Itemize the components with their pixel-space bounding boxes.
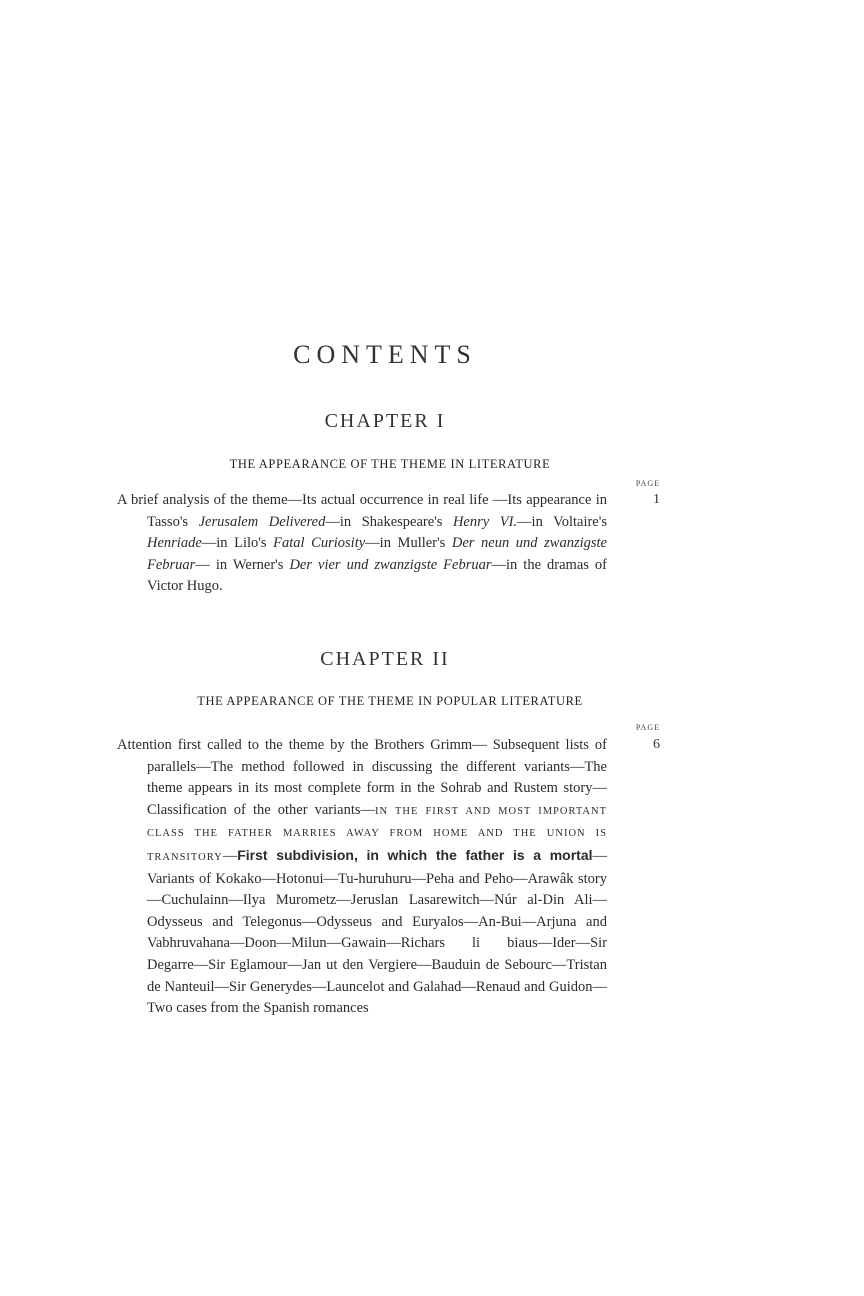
entry-text: Attention first called to the theme by the Brothers Grimm— Subsequent lists of parallels—The method followed in discussing the different variants—The theme appears in its most complete form in the Sohrab and Rustem story—Classification of the other variants— <box>117 737 607 818</box>
chapter-2-subtitle: THE APPEARANCE OF THE THEME IN POPULAR LITERATURE <box>197 694 583 708</box>
chapter-1-subtitle: THE APPEARANCE OF THE THEME IN LITERATURE <box>229 457 551 471</box>
entry-text: —in Shakespeare's <box>325 513 453 530</box>
chapter-1-page-number: 1 <box>653 492 660 507</box>
page-title: CONTENTS <box>293 340 477 369</box>
entry-text: —in the dramas of Victor Hugo. <box>147 556 607 595</box>
entry-text: — in Werner's <box>195 556 290 573</box>
entry-text: — <box>222 847 238 864</box>
work-title: Henriade <box>147 535 202 552</box>
entry-text: —in Voltaire's <box>517 513 607 530</box>
chapter-2-page-label: PAGE <box>635 723 660 732</box>
chapter-2-heading: CHAPTER II <box>320 648 450 670</box>
chapter-1-page-label: PAGE <box>635 479 660 488</box>
work-title: Der neun und zwanzigste Februar <box>147 535 607 573</box>
chapter-2-entry <box>117 735 607 1020</box>
entry-text: —Variants of Kokako—Hotonui—Tu-huruhuru—Peha and Peho—Arawâk story—Cuchulainn—Ilya Murometz—Jeruslan Lasarewitch—Núr al-Din Ali—Odysseus and Telegonus—Odysseus and Euryalos—An-Bui—Arjuna and Vabhruvahana—Doon—Milun—Gawain—Richars li biaus—Ider—Sir Degarre—Sir Eglamour—Jan ut den Vergiere—Bauduin de Sebourc—Tristan de Nanteuil—Sir Generydes—Launcelot and Galahad—Renaud and Guidon—Two cases from the Spanish romances <box>147 847 607 1017</box>
entry-text: A brief analysis of the theme—Its actual occurrence in real life —Its appearance in Tasso's <box>117 492 607 530</box>
work-title: Fatal Curiosity <box>273 535 366 552</box>
work-title: Henry VI. <box>452 513 518 530</box>
entry-text: —in Muller's <box>365 535 452 552</box>
chapter-2-page-number: 6 <box>653 737 660 752</box>
entry-text: —in Lilo's <box>201 535 274 552</box>
work-title: Jerusalem Delivered <box>198 513 326 530</box>
chapter-1-heading: CHAPTER I <box>324 410 446 432</box>
small-caps-text: IN THE FIRST AND MOST IMPORTANT CLASS THE FATHER MARRIES AWAY FROM HOME AND THE UNION IS TRANSITORY <box>147 805 607 863</box>
work-title: Der vier und zwanzigste Februar <box>289 556 492 573</box>
subdivision-heading: First subdivision, in which the father is a mortal <box>237 846 593 863</box>
chapter-1-entry <box>117 490 607 598</box>
